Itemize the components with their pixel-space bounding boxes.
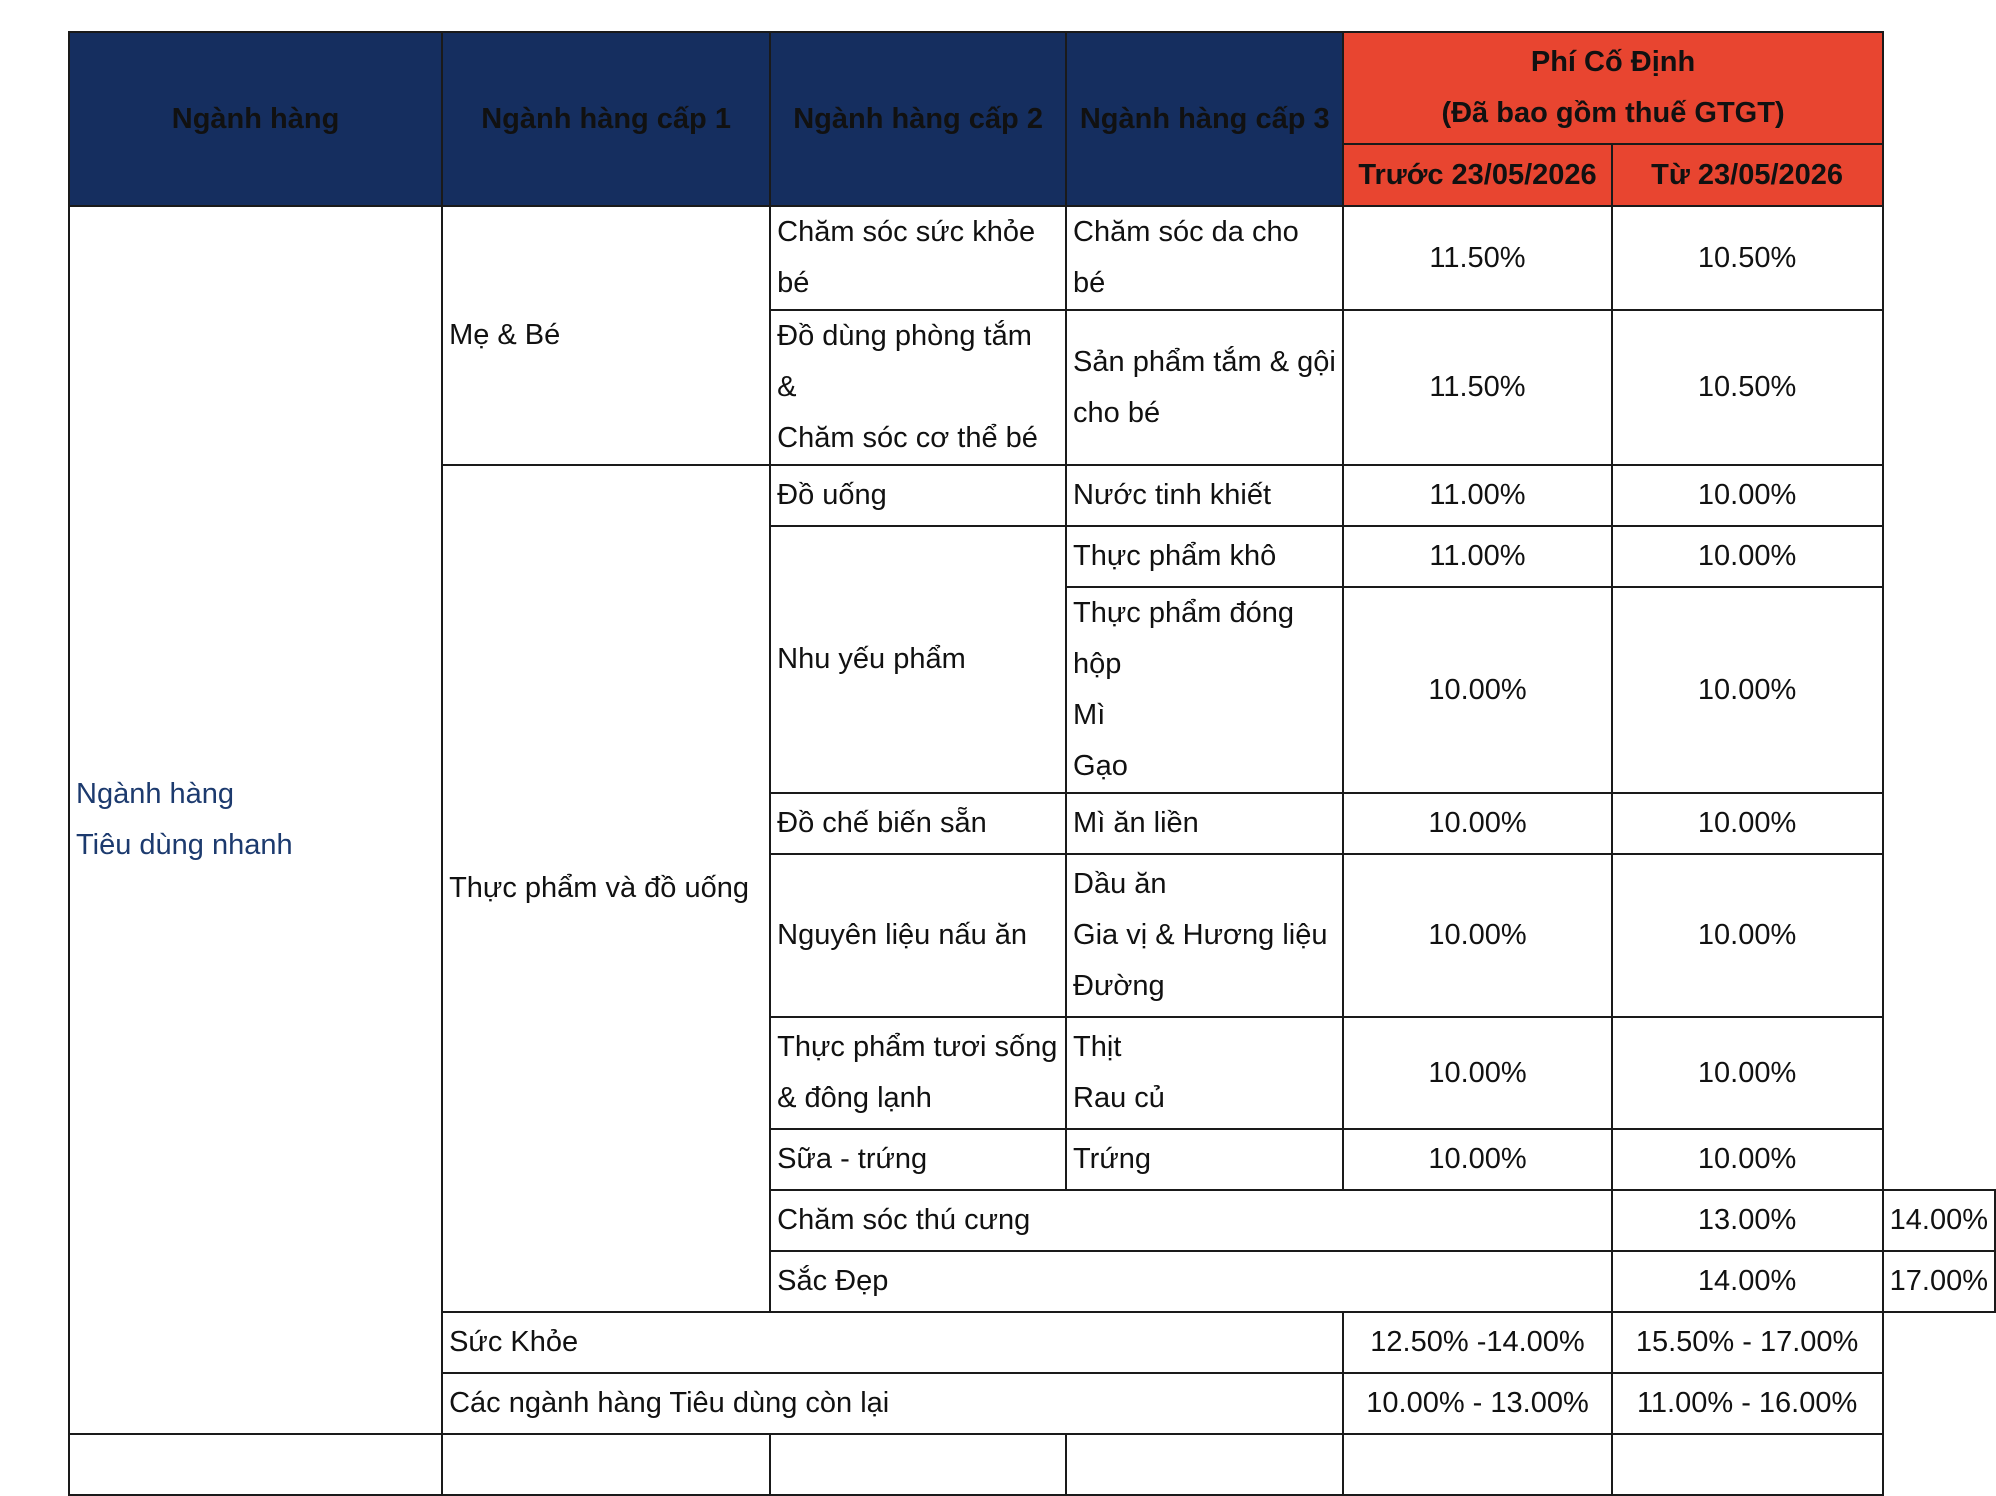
- summary-label: Chăm sóc thú cưng: [770, 1190, 1611, 1251]
- fee-after: 11.00% - 16.00%: [1612, 1373, 1883, 1434]
- level2-cell: [770, 1129, 1066, 1190]
- level3-text: cho bé: [1073, 396, 1161, 429]
- level3-text: Gia vị & Hương liệu: [1073, 919, 1328, 951]
- level2-cell: [770, 1017, 1066, 1129]
- summary-label: Sắc Đẹp: [770, 1251, 1611, 1312]
- level1-me-be: Mẹ & Bé: [442, 206, 770, 465]
- level3-cell: [1066, 1017, 1343, 1129]
- level2-text: Đồ uống: [777, 479, 887, 511]
- fee-after: 15.50% - 17.00%: [1612, 1312, 1883, 1373]
- fee-after: 10.50%: [1612, 310, 1883, 465]
- fee-before: 11.00%: [1343, 465, 1611, 526]
- empty-cell: [1343, 1434, 1611, 1495]
- level3-cell: [1066, 1129, 1343, 1190]
- level2-cell: [770, 854, 1066, 1017]
- level3-cell: [1066, 793, 1343, 854]
- level3-text: Trứng: [1073, 1143, 1152, 1175]
- level2-text: Nhu yếu phẩm: [777, 643, 966, 675]
- fixed-fee-title: Phí Cố Định: [1530, 46, 1696, 78]
- category-cell: [69, 206, 442, 1434]
- level2-cell: [770, 206, 1066, 310]
- empty-cell: [1612, 1434, 1883, 1495]
- level2-text: Chăm sóc sức khỏe bé: [777, 216, 1036, 299]
- fee-after: 10.00%: [1612, 793, 1883, 854]
- fee-before: 14.00%: [1612, 1251, 1883, 1312]
- level3-text: Thực phẩm đóng hộp: [1073, 597, 1294, 680]
- level2-cell: [770, 793, 1066, 854]
- level2-cell: [770, 465, 1066, 526]
- level3-cell: [1066, 526, 1343, 587]
- level2-cell: [770, 526, 1066, 793]
- fee-before: 10.00%: [1343, 1017, 1611, 1129]
- fee-table: [68, 31, 1996, 1496]
- level2-text: & đông lạnh: [777, 1082, 932, 1114]
- level3-text: Thịt: [1073, 1031, 1122, 1063]
- header-from-date: Từ 23/05/2026: [1612, 144, 1883, 206]
- level3-cell: [1066, 206, 1343, 310]
- level3-cell: [1066, 587, 1343, 793]
- next-section-row: [69, 1434, 1995, 1495]
- fee-before: 10.00%: [1343, 587, 1611, 793]
- level3-cell: [1066, 465, 1343, 526]
- level2-text: Thực phẩm tươi sống: [777, 1031, 1058, 1063]
- level3-text: Chăm sóc da cho bé: [1073, 216, 1299, 299]
- summary-label: Sức Khỏe: [442, 1312, 1343, 1373]
- fee-before: 13.00%: [1612, 1190, 1883, 1251]
- level3-text: Đường: [1073, 970, 1165, 1002]
- level2-text: Sữa - trứng: [777, 1143, 928, 1175]
- empty-cell: [770, 1434, 1066, 1495]
- level3-text: Nước tinh khiết: [1073, 479, 1272, 511]
- fee-after: 10.00%: [1612, 1017, 1883, 1129]
- fee-before: 11.00%: [1343, 526, 1611, 587]
- fee-before: 10.00%: [1343, 793, 1611, 854]
- level3-text: Gạo: [1073, 750, 1128, 782]
- fee-after: 10.00%: [1612, 1129, 1883, 1190]
- fee-before: 12.50% -14.00%: [1343, 1312, 1611, 1373]
- header-level1: Ngành hàng cấp 1: [442, 32, 770, 206]
- fee-after: 10.00%: [1612, 526, 1883, 587]
- level1-thuc-pham: Thực phẩm và đồ uống: [442, 465, 770, 1312]
- header-before-date: Trước 23/05/2026: [1343, 144, 1611, 206]
- empty-cell: [69, 1434, 442, 1495]
- fee-after: 17.00%: [1883, 1251, 1995, 1312]
- fixed-fee-note: (Đã bao gồm thuế GTGT): [1441, 97, 1785, 129]
- level3-text: Mì: [1073, 699, 1106, 731]
- fee-before: 11.50%: [1343, 206, 1611, 310]
- level3-text: Rau củ: [1073, 1082, 1165, 1114]
- category-line1: Ngành hàng: [76, 778, 235, 810]
- header-level3: Ngành hàng cấp 3: [1066, 32, 1343, 206]
- empty-cell: [1066, 1434, 1343, 1495]
- level2-text: Đồ dùng phòng tắm &: [777, 320, 1032, 403]
- fee-before: 11.50%: [1343, 310, 1611, 465]
- fee-after: 10.00%: [1612, 587, 1883, 793]
- level2-text: Nguyên liệu nấu ăn: [777, 919, 1028, 951]
- fee-before: 10.00%: [1343, 1129, 1611, 1190]
- category-line2: Tiêu dùng nhanh: [76, 829, 293, 861]
- level3-text: Thực phẩm khô: [1073, 540, 1277, 572]
- level3-cell: [1066, 854, 1343, 1017]
- fee-after: 10.50%: [1612, 206, 1883, 310]
- fee-after: 14.00%: [1883, 1190, 1995, 1251]
- level3-text: Sản phẩm tắm & gội: [1073, 345, 1336, 378]
- header-level2: Ngành hàng cấp 2: [770, 32, 1066, 206]
- header-category: Ngành hàng: [69, 32, 442, 206]
- level3-text: Dầu ăn: [1073, 868, 1167, 900]
- level2-text: Chăm sóc cơ thể bé: [777, 422, 1038, 454]
- level2-cell: [770, 310, 1066, 465]
- level3-cell: [1066, 310, 1343, 465]
- fee-before: 10.00% - 13.00%: [1343, 1373, 1611, 1434]
- fee-before: 10.00%: [1343, 854, 1611, 1017]
- level3-text: Mì ăn liền: [1073, 807, 1199, 839]
- fee-after: 10.00%: [1612, 465, 1883, 526]
- empty-cell: [442, 1434, 770, 1495]
- fee-after: 10.00%: [1612, 854, 1883, 1017]
- header-fixed-fee: [1343, 32, 1882, 144]
- level2-text: Đồ chế biến sẵn: [777, 807, 987, 839]
- summary-label: Các ngành hàng Tiêu dùng còn lại: [442, 1373, 1343, 1434]
